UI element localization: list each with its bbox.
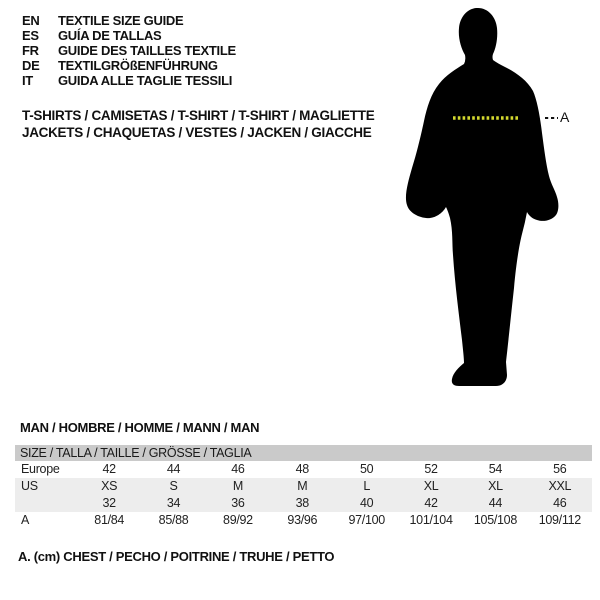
- category-lines: [22, 107, 374, 141]
- size-cell: M: [297, 479, 308, 493]
- size-cell: 44: [488, 496, 503, 510]
- language-label: GUIDE DES TAILLES TEXTILE: [58, 43, 236, 58]
- row-label: [15, 495, 77, 512]
- size-cell: 109/112: [538, 513, 581, 527]
- size-cell: 85/88: [158, 513, 189, 527]
- row-label: Europe: [21, 462, 60, 476]
- category-tshirts: T-SHIRTS / CAMISETAS / T-SHIRT / T-SHIRT / MAGLIETTE: [22, 108, 375, 123]
- measure-label-a: A: [560, 109, 570, 125]
- size-cell: 54: [488, 462, 503, 476]
- size-cell: XS: [101, 479, 118, 493]
- language-label: TEXTILE SIZE GUIDE: [58, 13, 184, 28]
- man-silhouette-shape: [406, 8, 558, 386]
- language-code: DE: [22, 58, 40, 73]
- language-row: [22, 13, 236, 28]
- size-cell: 46: [231, 462, 245, 476]
- size-cell: 89/92: [223, 513, 253, 527]
- category-jackets: JACKETS / CHAQUETAS / VESTES / JACKEN / GIACCHE: [22, 125, 372, 140]
- size-cell: S: [169, 479, 178, 493]
- language-code: IT: [22, 73, 33, 88]
- man-silhouette: [398, 6, 570, 388]
- row-label: A: [21, 513, 30, 527]
- language-row: [22, 43, 236, 58]
- language-label: TEXTILGRÖßENFÜHRUNG: [58, 58, 218, 73]
- size-cell: 42: [424, 496, 438, 510]
- size-table-grid: [15, 461, 592, 529]
- language-code: EN: [22, 13, 40, 28]
- size-cell: 48: [295, 462, 309, 476]
- language-row: [22, 58, 236, 73]
- language-guide-list: [22, 13, 236, 88]
- size-cell: 40: [360, 496, 374, 510]
- size-cell: 46: [553, 496, 567, 510]
- table-row-chest-a: [15, 512, 592, 529]
- size-cell: XL: [488, 479, 503, 493]
- language-row: [22, 28, 236, 43]
- size-cell: 38: [295, 496, 309, 510]
- size-cell: M: [232, 479, 243, 493]
- size-cell: XXL: [548, 479, 572, 493]
- size-cell: 81/84: [94, 513, 125, 527]
- size-table: [15, 445, 592, 529]
- language-code: ES: [22, 28, 39, 43]
- size-cell: 42: [102, 462, 116, 476]
- language-code: FR: [22, 43, 39, 58]
- size-cell: XL: [423, 479, 439, 493]
- language-row: [22, 73, 236, 88]
- size-cell: 52: [424, 462, 438, 476]
- size-cell: 50: [360, 462, 374, 476]
- size-cell: 97/100: [348, 513, 385, 527]
- size-cell: 105/108: [473, 513, 517, 527]
- section-title-man: MAN / HOMBRE / HOMME / MANN / MAN: [20, 420, 260, 435]
- table-row-numeric: [15, 495, 592, 512]
- size-cell: 56: [553, 462, 567, 476]
- size-cell: L: [363, 479, 371, 493]
- language-label: GUÍA DE TALLAS: [58, 28, 162, 43]
- row-label: US: [21, 479, 38, 493]
- size-table-header: SIZE / TALLA / TAILLE / GRÖSSE / TAGLIA: [15, 445, 592, 461]
- size-cell: 101/104: [409, 513, 453, 527]
- table-row-us: [15, 478, 592, 495]
- size-cell: 36: [231, 496, 245, 510]
- language-label: GUIDA ALLE TAGLIE TESSILI: [58, 73, 233, 88]
- size-cell: 44: [166, 462, 181, 476]
- measurement-footnote: A. (cm) CHEST / PECHO / POITRINE / TRUHE / PETTO: [18, 549, 335, 564]
- size-cell: 32: [102, 496, 116, 510]
- size-cell: 34: [166, 496, 181, 510]
- table-row-europe: [15, 461, 592, 478]
- size-cell: 93/96: [287, 513, 318, 527]
